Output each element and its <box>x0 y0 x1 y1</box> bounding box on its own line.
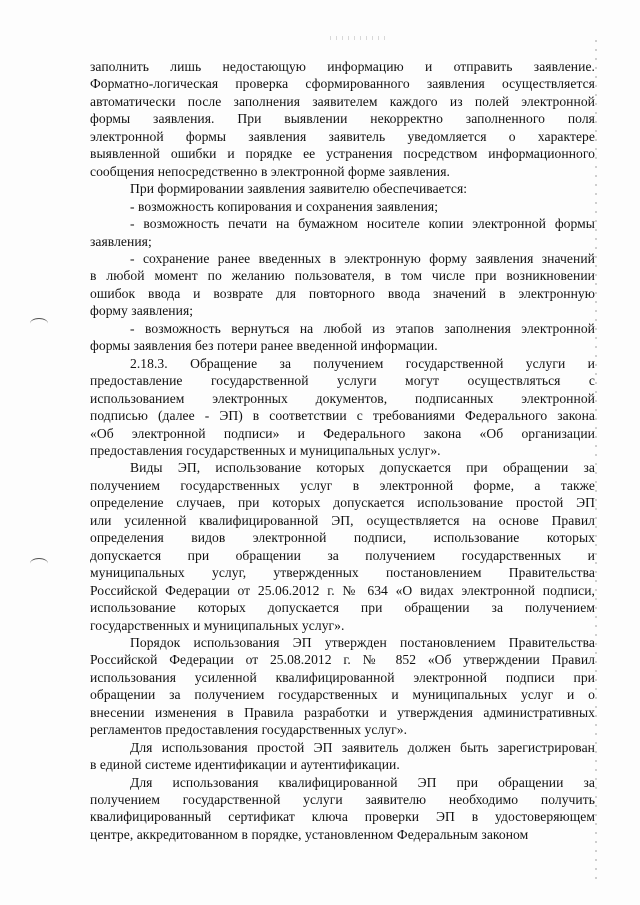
text-line: муниципальных услуг, утвержденных постановлением Правительства <box>90 565 595 581</box>
text-line: использование которых допускается при обращении за получением <box>90 600 595 616</box>
text-line: использованием электронных документов, подписанных электронной <box>90 390 595 406</box>
paragraph <box>90 250 595 320</box>
paragraph <box>90 198 595 215</box>
text-line: выявленной ошибки и порядке ее устранения посредством информационного <box>90 146 595 162</box>
text-line: электронной формы заявления заявитель уведомляется о характере <box>90 128 595 144</box>
text-line: Форматно-логическая проверка сформированного заявления осуществляется <box>90 76 595 92</box>
text-line: «Об электронной подписи» и Федерального закона «Об организации <box>90 425 595 441</box>
text-line: Виды ЭП, использование которых допускается при обращении за <box>130 460 595 476</box>
text-line: - возможность копирования и сохранения заявления; <box>130 198 439 214</box>
paragraph <box>90 215 595 250</box>
text-line: получением государственной услуги заявителю необходимо получить <box>90 792 595 808</box>
text-line: - сохранение ранее введенных в электронную форму заявления значений <box>130 250 595 266</box>
text-line: ошибок ввода и возврате для повторного ввода значений в электронную <box>90 285 595 301</box>
text-line: сообщения непосредственно в электронной форме заявления. <box>90 163 450 179</box>
paragraph <box>90 320 595 355</box>
text-line: Российской Федерации от 25.08.2012 г. № 852 «Об утверждении Правил <box>90 652 595 668</box>
text-line: определение случаев, при которых допускается использование простой ЭП <box>90 495 595 511</box>
paragraph <box>90 459 595 634</box>
text-line: использования усиленной квалифицированной электронной подписи при <box>90 669 595 685</box>
text-line: автоматически после заполнения заявителем каждого из полей электронной <box>90 93 595 109</box>
text-line: формы заявления. При выявлении некорректно заполненного поля <box>90 111 595 127</box>
text-line: определения видов электронной подписи, использование которых <box>90 530 595 546</box>
text-line: или усиленной квалифицированной ЭП, осуществляется на основе Правил <box>90 512 595 528</box>
text-line: - возможность вернуться на любой из этапов заполнения электронной <box>130 320 595 336</box>
text-line: Российской Федерации от 25.06.2012 г. № 634 «О видах электронной подписи, <box>90 582 595 598</box>
paragraph <box>90 634 595 739</box>
scan-artifact <box>330 36 390 40</box>
paragraph <box>90 58 595 180</box>
text-line: формы заявления без потери ранее введенной информации. <box>90 338 438 354</box>
text-line: регламентов предоставления государственных услуг». <box>90 722 408 738</box>
text-line: заполнить лишь недостающую информацию и отправить заявление. <box>90 59 595 74</box>
text-line: Для использования квалифицированной ЭП при обращении за <box>130 774 595 790</box>
text-line: форму заявления; <box>90 303 194 319</box>
text-line: получением государственных услуг в электронной форме, а также <box>90 477 595 493</box>
text-line: в любой момент по желанию пользователя, в том числе при возникновении <box>90 268 595 284</box>
text-line: При формировании заявления заявителю обеспечивается: <box>130 181 468 197</box>
text-line: квалифицированный сертификат ключа проверки ЭП в удостоверяющем <box>90 809 595 825</box>
binding-edge-marks <box>595 40 597 880</box>
text-line: 2.18.3. Обращение за получением государственной услуги и <box>130 355 595 371</box>
paragraph <box>90 355 595 460</box>
text-line: центре, аккредитованном в порядке, установленном Федеральным законом <box>90 826 529 842</box>
text-line: предоставления государственных и муниципальных услуг». <box>90 442 441 458</box>
text-line: Порядок использования ЭП утвержден постановлением Правительства <box>130 634 595 650</box>
text-line: государственных и муниципальных услуг». <box>90 617 345 633</box>
text-line: предоставление государственной услуги могут осуществляться с <box>90 373 595 389</box>
hole-punch-mark <box>30 318 48 329</box>
text-line: Для использования простой ЭП заявитель должен быть зарегистрирован <box>130 739 595 755</box>
text-line: внесении изменения в Правила разработки и утверждения административных <box>90 704 595 720</box>
text-line: в единой системе идентификации и аутентификации. <box>90 757 400 773</box>
text-line: заявления; <box>90 233 152 249</box>
text-line: обращении за получением государственных и муниципальных услуг и о <box>90 687 595 703</box>
hole-punch-mark <box>30 558 48 569</box>
text-line: допускается при обращении за получением государственных и <box>90 547 595 563</box>
paragraph <box>90 739 595 774</box>
paragraph <box>90 180 595 197</box>
text-line: подписью (далее - ЭП) в соответствии с требованиями Федерального закона <box>90 408 595 424</box>
paragraph <box>90 774 595 844</box>
text-line: - возможность печати на бумажном носителе копии электронной формы <box>130 216 595 232</box>
document-body <box>90 58 595 843</box>
